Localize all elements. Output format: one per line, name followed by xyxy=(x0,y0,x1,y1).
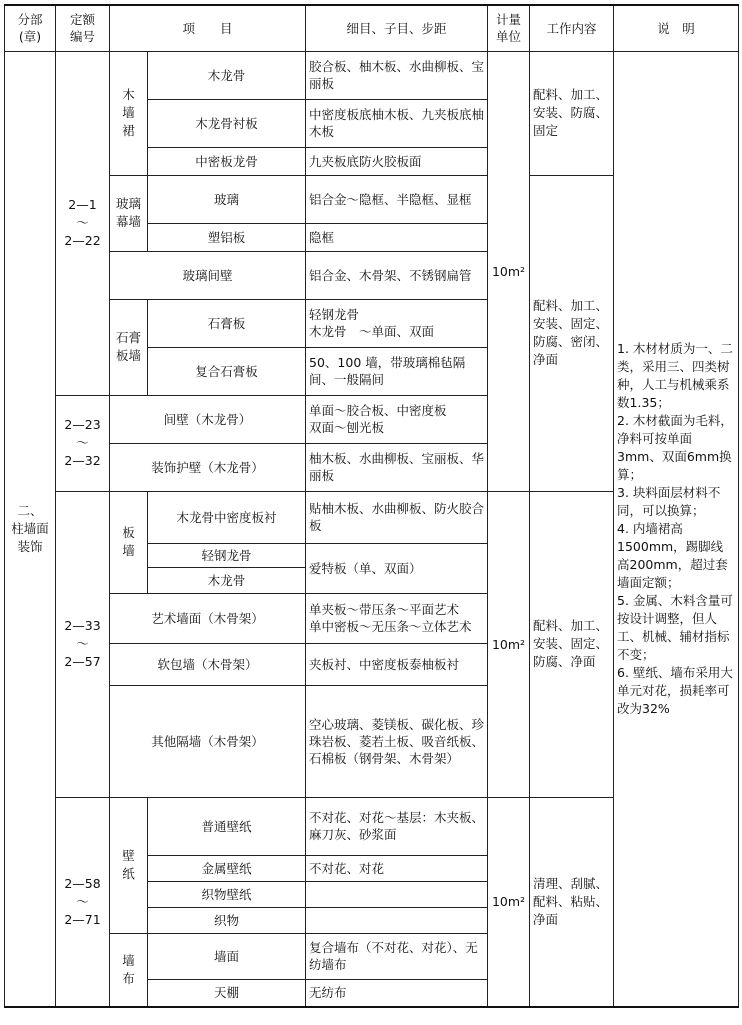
detail-cell: 50、100 墙，带玻璃棉毡隔间、一般隔间 xyxy=(306,347,488,395)
work-cell-3: 配料、加工、安装、固定、防腐、净面 xyxy=(530,491,614,797)
item-cell: 复合石膏板 xyxy=(148,347,306,395)
detail-cell: 单夹板～带压条～平面艺术 单中密板～无压条～立体艺术 xyxy=(306,593,488,643)
code-cell-g1: 2—1 ～ 2—22 xyxy=(56,51,110,395)
item-cell: 玻璃 xyxy=(148,175,306,223)
unit-cell-1: 10m² xyxy=(488,51,530,491)
group-label-banqiang: 板 墙 xyxy=(110,491,148,593)
header-note: 说 明 xyxy=(614,5,739,51)
detail-cell: 空心玻璃、菱镁板、碳化板、珍珠岩板、菱若土板、吸音纸板、石棉板（钢骨架、木骨架） xyxy=(306,685,488,797)
header-item: 项 目 xyxy=(110,5,306,51)
item-cell: 间壁（木龙骨） xyxy=(110,395,306,443)
table-row xyxy=(5,51,739,99)
detail-cell: 隐框 xyxy=(306,223,488,251)
header-detail: 细目、子目、步距 xyxy=(306,5,488,51)
work-cell-2: 配料、加工、安装、固定、防腐、密闭、净面 xyxy=(530,175,614,491)
code-cell-g3: 2—33 ～ 2—57 xyxy=(56,491,110,797)
work-cell-4: 清理、刮腻、配料、粘贴、净面 xyxy=(530,797,614,1007)
item-cell: 装饰护壁（木龙骨） xyxy=(110,443,306,491)
note-cell: 1. 木材材质为一、二类，采用三、四类树种，人工与机械乘系数1.35； 2. 木材截面为毛料，净料可按单面3mm、双面6mm换算； 3. 块料面层材料不同，可以换算； 4. 内墙裙高1500mm，踢脚线高200mm，超过套墙面定额； 5. 金属、木料含量可按设计调整，但人工、机械、辅材指标不变； 6. 壁纸、墙布采用大单元对花，损耗率可改为32% xyxy=(614,51,739,1007)
item-cell: 木龙骨 xyxy=(148,567,306,593)
item-cell: 金属壁纸 xyxy=(148,855,306,881)
group-label-qiangbu: 墙 布 xyxy=(110,933,148,1007)
code-cell-g2: 2—23 ～ 2—32 xyxy=(56,395,110,491)
detail-cell: 夹板衬、中密度板泰柚板衬 xyxy=(306,643,488,685)
detail-cell: 无纺布 xyxy=(306,979,488,1007)
unit-cell-3: 10m² xyxy=(488,797,530,1007)
group-label-bizhi: 壁 纸 xyxy=(110,797,148,933)
unit-cell-2: 10m² xyxy=(488,491,530,797)
group-label-shigao: 石膏 板墙 xyxy=(110,299,148,395)
detail-cell: 胶合板、柚木板、水曲柳板、宝丽板 xyxy=(306,51,488,99)
item-cell: 木龙骨衬板 xyxy=(148,99,306,147)
detail-cell: 爱特板（单、双面） xyxy=(306,543,488,593)
item-cell: 墙面 xyxy=(148,933,306,979)
item-cell: 普通壁纸 xyxy=(148,797,306,855)
detail-cell: 九夹板底防火胶板面 xyxy=(306,147,488,175)
item-cell: 塑铝板 xyxy=(148,223,306,251)
detail-cell: 轻钢龙骨 木龙骨 ～单面、双面 xyxy=(306,299,488,347)
detail-cell: 铝合金、木骨架、不锈钢扁管 xyxy=(306,251,488,299)
group-label-boli: 玻璃 幕墙 xyxy=(110,175,148,251)
group-label-muqiangqun: 木 墙 裙 xyxy=(110,51,148,175)
detail-cell: 不对花、对花 xyxy=(306,855,488,881)
item-cell: 天棚 xyxy=(148,979,306,1007)
item-cell: 中密板龙骨 xyxy=(148,147,306,175)
detail-cell: 不对花、对花～基层：木夹板、麻刀灰、砂浆面 xyxy=(306,797,488,855)
header-code: 定额 编号 xyxy=(56,5,110,51)
code-cell-g4: 2—58 ～ 2—71 xyxy=(56,797,110,1007)
detail-cell: 铝合金～隐框、半隐框、显框 xyxy=(306,175,488,223)
detail-cell xyxy=(306,907,488,933)
chapter-cell: 二、 柱墙面 装饰 xyxy=(5,51,56,1007)
detail-cell: 单面～胶合板、中密度板 双面～刨光板 xyxy=(306,395,488,443)
detail-cell xyxy=(306,881,488,907)
item-cell: 其他隔墙（木骨架） xyxy=(110,685,306,797)
item-cell: 织物壁纸 xyxy=(148,881,306,907)
item-cell: 艺术墙面（木骨架） xyxy=(110,593,306,643)
header-work: 工作内容 xyxy=(530,5,614,51)
quota-table xyxy=(4,4,739,1008)
item-cell: 木龙骨 xyxy=(148,51,306,99)
item-cell: 织物 xyxy=(148,907,306,933)
work-cell-1: 配料、加工、安装、防腐、固定 xyxy=(530,51,614,175)
detail-cell: 柚木板、水曲柳板、宝丽板、华丽板 xyxy=(306,443,488,491)
detail-cell: 贴柚木板、水曲柳板、防火胶合板 xyxy=(306,491,488,543)
detail-cell: 复合墙布（不对花、对花）、无纺墙布 xyxy=(306,933,488,979)
detail-cell: 中密度板底柚木板、九夹板底柚木板 xyxy=(306,99,488,147)
header-chapter: 分部 (章) xyxy=(5,5,56,51)
item-cell: 玻璃间壁 xyxy=(110,251,306,299)
item-cell: 轻钢龙骨 xyxy=(148,543,306,567)
header-row xyxy=(5,5,739,51)
item-cell: 软包墙（木骨架） xyxy=(110,643,306,685)
item-cell: 木龙骨中密度板衬 xyxy=(148,491,306,543)
item-cell: 石膏板 xyxy=(148,299,306,347)
header-unit: 计量 单位 xyxy=(488,5,530,51)
